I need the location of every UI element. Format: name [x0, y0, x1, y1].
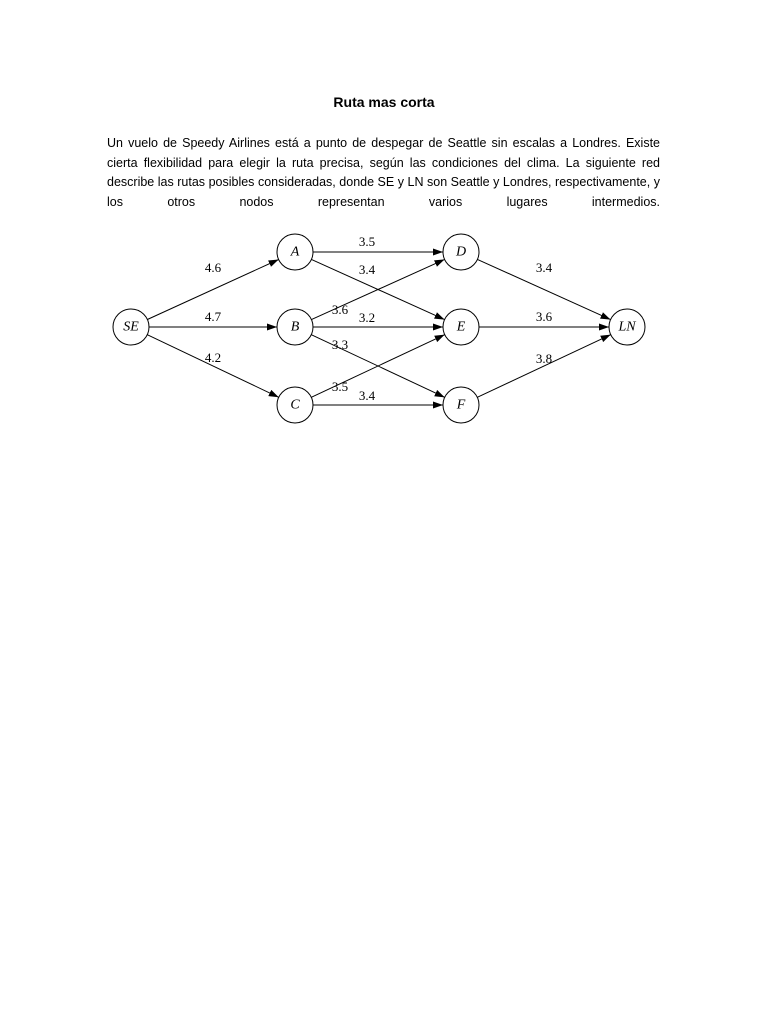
edge-label-a-d: 3.5	[358, 234, 376, 249]
edge-label-b-f: 3.3	[331, 337, 349, 352]
intro-paragraph: Un vuelo de Speedy Airlines está a punto de despegar de Seattle sin escalas a Londres. Existe cierta flexibilidad para elegir la ruta precisa, según las condiciones del clima. La siguiente red describe las rutas posibles consideradas, donde SE y LN son Seattle y Londres, respectivamente, y los otros nodos representan varios lugares intermedios.	[107, 136, 660, 209]
node-label-ln: LN	[618, 319, 636, 335]
edge-label-c-e: 3.5	[331, 379, 349, 394]
node-a	[277, 234, 313, 270]
edge-label-se-a: 4.6	[204, 260, 222, 275]
edge-label-se-b: 4.7	[204, 309, 222, 324]
edge-label-f-ln: 3.8	[535, 351, 553, 366]
node-label-f: F	[456, 397, 466, 413]
page-title: Ruta mas corta	[333, 94, 435, 110]
node-c	[277, 387, 313, 423]
node-b	[277, 309, 313, 345]
edge-label-c-f: 3.4	[358, 388, 376, 403]
edge-label-b-d: 3.6	[331, 302, 349, 317]
node-label-d: D	[455, 244, 467, 260]
edge-label-a-e: 3.4	[358, 262, 376, 277]
edge-se-c	[147, 335, 278, 398]
edge-label-d-ln: 3.4	[535, 260, 553, 275]
node-label-b: B	[290, 319, 300, 335]
node-se	[113, 309, 149, 345]
edge-f-ln	[477, 335, 610, 398]
edge-label-se-c: 4.2	[204, 350, 222, 365]
node-ln	[609, 309, 645, 345]
node-label-e: E	[456, 319, 466, 335]
edge-label-e-ln: 3.6	[535, 309, 553, 324]
node-label-a: A	[290, 244, 300, 260]
node-e	[443, 309, 479, 345]
node-label-se: SE	[123, 319, 139, 335]
node-f	[443, 387, 479, 423]
edge-label-b-e: 3.2	[358, 310, 376, 325]
node-label-c: C	[290, 397, 300, 413]
node-d	[443, 234, 479, 270]
